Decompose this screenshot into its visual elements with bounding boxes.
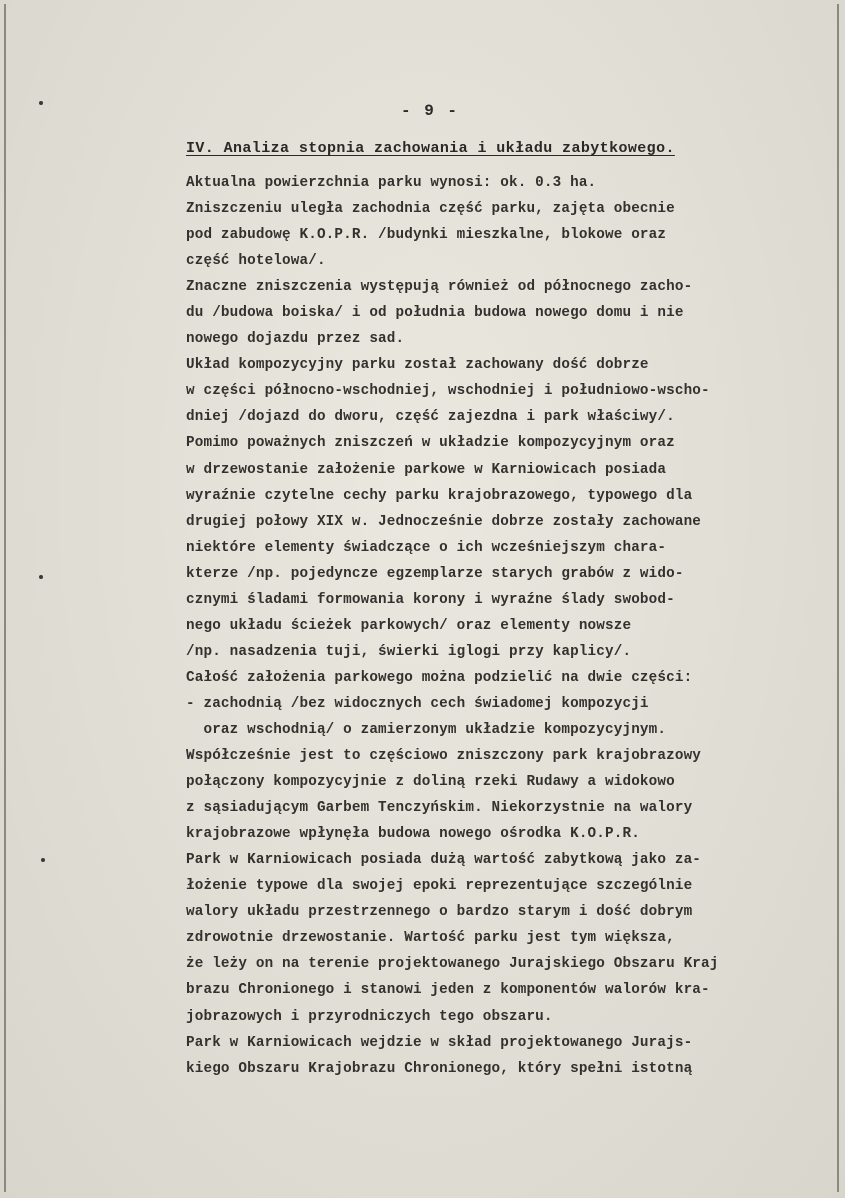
text-line: Park w Karniowicach wejdzie w skład projektowanego Jurajs- [186, 1034, 693, 1051]
text-line: Układ kompozycyjny parku został zachowany dość dobrze [186, 357, 649, 374]
text-line: dniej /dojazd do dworu, część zajezdna i park właściwy/. [186, 409, 675, 426]
text-line: zdrowotnie drzewostanie. Wartość parku jest tym większa, [186, 930, 675, 947]
margin-dot [39, 575, 43, 579]
section-heading: IV. Analiza stopnia zachowania i układu zabytkowego. [186, 140, 675, 157]
text-line: oraz wschodnią/ o zamierzonym układzie kompozycyjnym. [186, 721, 667, 738]
text-line: łożenie typowe dla swojej epoki reprezentujące szczególnie [186, 878, 693, 895]
text-line: w drzewostanie założenie parkowe w Karniowicach posiada [186, 461, 667, 478]
text-line: Park w Karniowicach posiada dużą wartość zabytkową jako za- [186, 852, 702, 869]
text-line: w części północno-wschodniej, wschodniej i południowo-wscho- [186, 383, 710, 400]
text-line: jobrazowych i przyrodniczych tego obszaru. [186, 1008, 553, 1025]
text-line: nowego dojazdu przez sad. [186, 331, 405, 348]
text-line: wyraźnie czytelne cechy parku krajobrazowego, typowego dla [186, 487, 693, 504]
text-line: niektóre elementy świadczące o ich wcześniejszym chara- [186, 539, 667, 556]
text-line: Pomimo poważnych zniszczeń w układzie kompozycyjnym oraz [186, 435, 675, 452]
text-line: du /budowa boiska/ i od południa budowa nowego domu i nie [186, 305, 684, 322]
text-line: Aktualna powierzchnia parku wynosi: ok. 0.3 ha. [186, 175, 597, 191]
text-line: cznymi śladami formowania korony i wyraźne ślady swobod- [186, 591, 675, 608]
text-line: drugiej połowy XIX w. Jednocześnie dobrze zostały zachowane [186, 513, 702, 530]
text-line: brazu Chronionego i stanowi jeden z komponentów walorów kra- [186, 982, 710, 999]
text-line: - zachodnią /bez widocznych cech świadomej kompozycji [186, 695, 649, 712]
text-line: krajobrazowe wpłynęła budowa nowego ośrodka K.O.P.R. [186, 826, 640, 843]
body-text [186, 170, 826, 1082]
text-line: Znaczne zniszczenia występują również od północnego zacho- [186, 279, 693, 296]
text-line: połączony kompozycyjnie z doliną rzeki Rudawy a widokowo [186, 774, 675, 791]
text-line: Współcześnie jest to częściowo zniszczony park krajobrazowy [186, 748, 702, 765]
text-line: kterze /np. pojedyncze egzemplarze starych grabów z wido- [186, 565, 684, 582]
text-line: że leży on na terenie projektowanego Jurajskiego Obszaru Kraj [186, 956, 719, 973]
page-number: - 9 - [400, 102, 459, 120]
text-line: pod zabudowę K.O.P.R. /budynki mieszkalne, blokowe oraz [186, 227, 667, 244]
text-line: część hotelowa/. [186, 253, 326, 270]
text-line: z sąsiadującym Garbem Tenczyńskim. Niekorzystnie na walory [186, 800, 693, 817]
text-line: Zniszczeniu uległa zachodnia część parku, zajęta obecnie [186, 201, 675, 218]
text-line: Całość założenia parkowego można podzielić na dwie części: [186, 669, 693, 686]
text-line: /np. nasadzenia tuji, świerki iglogi przy kaplicy/. [186, 643, 632, 660]
text-line: nego układu ścieżek parkowych/ oraz elementy nowsze [186, 617, 632, 634]
margin-dot [41, 858, 45, 862]
text-line: kiego Obszaru Krajobrazu Chronionego, który spełni istotną [186, 1060, 693, 1077]
text-line: walory układu przestrzennego o bardzo starym i dość dobrym [186, 904, 693, 921]
